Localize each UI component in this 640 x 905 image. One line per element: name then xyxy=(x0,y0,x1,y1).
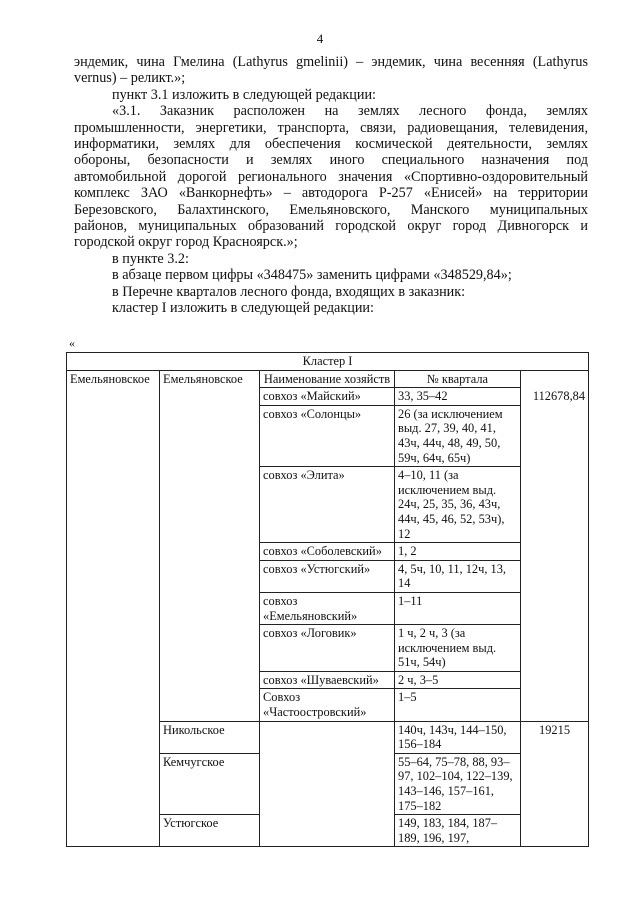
quarter-cell: 26 (за исключением выд. 27, 39, 40, 41, 43ч, 44ч, 48, 49, 50, 59ч, 64ч, 65ч) xyxy=(395,405,521,466)
owner-cell: совхоз «Устюгский» xyxy=(260,560,395,592)
quarter-cell: 1 ч, 2 ч, 3 (за исключением выд. 51ч, 54ч) xyxy=(395,625,521,672)
paragraph-line: информатики, землях для обеспечения космической деятельности, землях xyxy=(74,136,588,153)
quarter-cell: 1–5 xyxy=(395,689,521,721)
paragraph-line: пункт 3.1 изложить в следующей редакции: xyxy=(112,86,376,103)
paragraph-line: кластер I изложить в следующей редакции: xyxy=(112,300,374,317)
quarter-cell: 4, 5ч, 10, 11, 12ч, 13, 14 xyxy=(395,560,521,592)
quarter-cell: 55–64, 75–78, 88, 93–97, 102–104, 122–139, 143–146, 157–161, 175–182 xyxy=(395,753,521,814)
paragraph-line: в пункте 3.2: xyxy=(112,250,189,267)
quarter-cell: 2 ч, 3–5 xyxy=(395,671,521,689)
cluster-title: Кластер I xyxy=(67,353,589,371)
forestry-cell: Никольское xyxy=(160,721,260,753)
owner-cell: совхоз «Шуваевский» xyxy=(260,671,395,689)
area-value: 112678,84 xyxy=(521,388,589,406)
quarter-header: № квартала xyxy=(395,370,521,388)
quarter-cell: 4–10, 11 (за исключением выд. 24ч, 25, 35, 36, 43ч, 44ч, 45, 46, 52, 53ч), 12 xyxy=(395,467,521,543)
opening-quote: « xyxy=(69,336,75,350)
district-cell: Емельяновское xyxy=(67,370,160,388)
forestry-cell: Устюгское xyxy=(160,815,260,847)
paragraph-line: комплекс ЗАО «Ванкорнефть» – автодорога Р-257 «Енисей» на территории xyxy=(74,185,588,202)
quarter-cell: 33, 35–42 xyxy=(395,388,521,406)
paragraph-line: «3.1. Заказник расположен на землях лесного фонда, землях xyxy=(112,103,588,120)
quarter-cell: 140ч, 143ч, 144–150, 156–184 xyxy=(395,721,521,753)
owner-cell: совхоз «Логовик» xyxy=(260,625,395,672)
owner-cell: совхоз «Солонцы» xyxy=(260,405,395,466)
forestry-cell: Емельяновское xyxy=(160,370,260,388)
quarter-cell: 1–11 xyxy=(395,592,521,624)
paragraph-line: Березовского, Балахтинского, Емельяновского, Манского муниципальных xyxy=(74,201,588,218)
paragraph-line: эндемик, чина Гмелина (Lathyrus gmelinii) – эндемик, чина весенняя (Lathyrus xyxy=(74,54,588,70)
owner-cell: совхоз «Емельяновский» xyxy=(260,592,395,624)
paragraph-line: vernus) – реликт.»; xyxy=(74,70,186,87)
owner-cell: Совхоз «Частоостровский» xyxy=(260,689,395,721)
forestry-cell: Кемчугское xyxy=(160,753,260,814)
paragraph-line: городской округ город Красноярск.»; xyxy=(74,234,298,251)
paragraph-line: промышленности, энергетики, транспорта, связи, радиовещания, телевидения, xyxy=(74,119,588,136)
quarter-cell: 1, 2 xyxy=(395,543,521,561)
paragraph-line: районов, муниципальных образований городской округ город Дивногорск и xyxy=(74,218,588,235)
cluster-table xyxy=(66,352,589,847)
owner-header: Наименование хозяйств xyxy=(260,370,395,388)
area-value: 19215 xyxy=(521,721,589,753)
paragraph-line: в абзаце первом цифры «348475» заменить цифрами «348529,84»; xyxy=(112,267,512,284)
owner-cell: совхоз «Соболевский» xyxy=(260,543,395,561)
owner-cell: совхоз «Майский» xyxy=(260,388,395,406)
owner-cell: совхоз «Элита» xyxy=(260,467,395,543)
page-number: 4 xyxy=(316,31,324,46)
district-cell xyxy=(67,388,160,406)
area-cell xyxy=(521,370,589,388)
paragraph-line: в Перечне кварталов лесного фонда, входящих в заказник: xyxy=(112,283,466,300)
body-text xyxy=(74,54,588,317)
forestry-cell xyxy=(160,388,260,406)
quarter-cell: 149, 183, 184, 187–189, 196, 197, xyxy=(395,815,521,847)
paragraph-line: обороны, безопасности и землях иного специального назначения под xyxy=(74,152,588,169)
paragraph-line: автомобильной дорогой регионального значения «Спортивно-оздоровительный xyxy=(74,168,588,185)
